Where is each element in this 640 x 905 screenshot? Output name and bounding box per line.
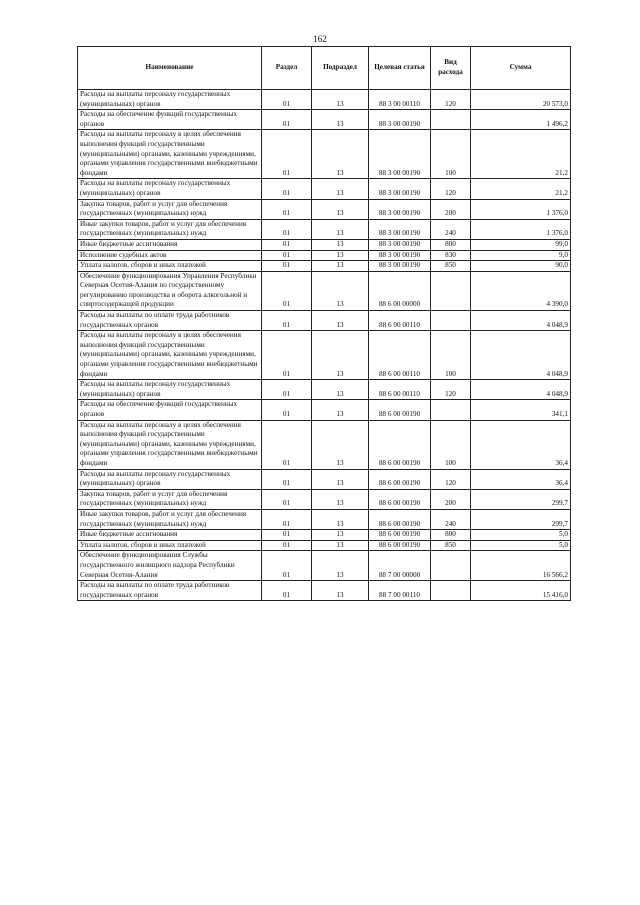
row-summa: 1 496,2 — [471, 110, 571, 130]
row-statya: 88 3 00 00190 — [369, 219, 431, 239]
table-row — [78, 271, 571, 310]
row-name: Расходы на выплаты персоналу государственных (муниципальных) органов — [78, 380, 262, 400]
row-statya: 88 6 00 00110 — [369, 380, 431, 400]
row-name: Уплата налогов, сборов и иных платежей — [78, 261, 262, 272]
row-summa: 90,0 — [471, 261, 571, 272]
row-razdel: 01 — [262, 530, 312, 541]
row-podrazdel: 13 — [312, 489, 369, 509]
row-vid: 830 — [431, 250, 471, 261]
row-razdel: 01 — [262, 199, 312, 219]
row-name: Закупка товаров, работ и услуг для обеспечения государственных (муниципальных) нужд — [78, 199, 262, 219]
row-razdel: 01 — [262, 179, 312, 199]
table-row — [78, 239, 571, 250]
table-row — [78, 540, 571, 551]
row-statya: 88 6 00 00190 — [369, 489, 431, 509]
row-statya: 88 6 00 00000 — [369, 271, 431, 310]
table-row — [78, 581, 571, 601]
row-summa: 1 376,0 — [471, 199, 571, 219]
row-podrazdel: 13 — [312, 179, 369, 199]
row-podrazdel: 13 — [312, 380, 369, 400]
table-row — [78, 509, 571, 529]
row-statya: 88 3 00 00190 — [369, 250, 431, 261]
row-vid: 120 — [431, 90, 471, 110]
row-vid — [431, 311, 471, 331]
row-podrazdel: 13 — [312, 400, 369, 420]
table-row — [78, 199, 571, 219]
row-summa: 21,2 — [471, 179, 571, 199]
table-row — [78, 530, 571, 541]
row-statya: 88 6 00 00110 — [369, 331, 431, 380]
row-name: Расходы на выплаты персоналу государственных (муниципальных) органов — [78, 469, 262, 489]
table-row — [78, 400, 571, 420]
table-row — [78, 420, 571, 469]
row-vid — [431, 110, 471, 130]
row-razdel: 01 — [262, 219, 312, 239]
row-name: Закупка товаров, работ и услуг для обеспечения государственных (муниципальных) нужд — [78, 489, 262, 509]
row-summa: 36,4 — [471, 469, 571, 489]
row-summa: 36,4 — [471, 420, 571, 469]
row-statya: 88 7 00 00110 — [369, 581, 431, 601]
row-podrazdel: 13 — [312, 199, 369, 219]
row-name: Иные закупки товаров, работ и услуг для обеспечения государственных (муниципальных) нужд — [78, 509, 262, 529]
header-podrazdel: Подраздел — [312, 47, 369, 90]
row-vid — [431, 271, 471, 310]
row-razdel: 01 — [262, 271, 312, 310]
row-name: Расходы на выплаты по оплате труда работников государственных органов — [78, 581, 262, 601]
row-statya: 88 3 00 00190 — [369, 261, 431, 272]
row-summa: 299,7 — [471, 509, 571, 529]
row-statya: 88 3 00 00190 — [369, 130, 431, 179]
row-name: Расходы на выплаты персоналу государственных (муниципальных) органов — [78, 179, 262, 199]
row-summa: 16 566,2 — [471, 551, 571, 581]
row-vid: 100 — [431, 130, 471, 179]
row-razdel: 01 — [262, 239, 312, 250]
row-podrazdel: 13 — [312, 540, 369, 551]
row-summa: 21,2 — [471, 130, 571, 179]
budget-table — [77, 46, 571, 601]
row-vid: 200 — [431, 489, 471, 509]
row-statya: 88 3 00 00190 — [369, 239, 431, 250]
row-razdel: 01 — [262, 380, 312, 400]
header-summa: Сумма — [471, 47, 571, 90]
header-name: Наименование — [78, 47, 262, 90]
row-razdel: 01 — [262, 540, 312, 551]
row-statya: 88 6 00 00190 — [369, 469, 431, 489]
table-row — [78, 179, 571, 199]
row-statya: 88 3 00 00110 — [369, 90, 431, 110]
row-name: Обеспечение функционирования Службы государственного жилищного надзора Республики Северная Осетия-Алания — [78, 551, 262, 581]
row-vid: 100 — [431, 420, 471, 469]
table-row — [78, 551, 571, 581]
row-podrazdel: 13 — [312, 509, 369, 529]
row-podrazdel: 13 — [312, 219, 369, 239]
header-vid: Вид расхода — [431, 47, 471, 90]
row-razdel: 01 — [262, 110, 312, 130]
row-podrazdel: 13 — [312, 130, 369, 179]
row-vid: 100 — [431, 331, 471, 380]
page-number: 162 — [313, 34, 327, 44]
table-row — [78, 261, 571, 272]
row-summa: 5,0 — [471, 540, 571, 551]
row-name: Уплата налогов, сборов и иных платежей — [78, 540, 262, 551]
row-statya: 88 6 00 00190 — [369, 530, 431, 541]
row-podrazdel: 13 — [312, 239, 369, 250]
row-statya: 88 6 00 00190 — [369, 509, 431, 529]
row-vid: 240 — [431, 509, 471, 529]
row-name: Расходы на выплаты персоналу государственных (муниципальных) органов — [78, 90, 262, 110]
row-name: Расходы на обеспечение функций государственных органов — [78, 400, 262, 420]
row-vid — [431, 581, 471, 601]
row-name: Иные закупки товаров, работ и услуг для обеспечения государственных (муниципальных) нужд — [78, 219, 262, 239]
row-vid: 850 — [431, 261, 471, 272]
table-row — [78, 469, 571, 489]
row-summa: 4 048,9 — [471, 380, 571, 400]
row-vid: 120 — [431, 469, 471, 489]
row-statya: 88 3 00 00190 — [369, 199, 431, 219]
table-row — [78, 380, 571, 400]
row-summa: 341,1 — [471, 400, 571, 420]
row-razdel: 01 — [262, 250, 312, 261]
row-podrazdel: 13 — [312, 261, 369, 272]
row-statya: 88 7 00 00000 — [369, 551, 431, 581]
row-razdel: 01 — [262, 489, 312, 509]
row-podrazdel: 13 — [312, 420, 369, 469]
row-podrazdel: 13 — [312, 271, 369, 310]
row-name: Исполнение судебных актов — [78, 250, 262, 261]
table-row — [78, 331, 571, 380]
row-summa: 4 048,9 — [471, 311, 571, 331]
row-podrazdel: 13 — [312, 530, 369, 541]
row-summa: 4 048,9 — [471, 331, 571, 380]
row-statya: 88 3 00 00190 — [369, 179, 431, 199]
header-statya: Целевая статья — [369, 47, 431, 90]
row-razdel: 01 — [262, 261, 312, 272]
row-vid — [431, 551, 471, 581]
row-summa: 4 390,0 — [471, 271, 571, 310]
row-podrazdel: 13 — [312, 469, 369, 489]
row-podrazdel: 13 — [312, 110, 369, 130]
row-podrazdel: 13 — [312, 331, 369, 380]
table-header-row — [78, 47, 571, 90]
row-razdel: 01 — [262, 420, 312, 469]
table-row — [78, 311, 571, 331]
row-razdel: 01 — [262, 551, 312, 581]
row-podrazdel: 13 — [312, 551, 369, 581]
row-vid: 120 — [431, 179, 471, 199]
row-vid: 120 — [431, 380, 471, 400]
row-name: Расходы на выплаты персоналу в целях обеспечения выполнения функций государственными (муниципальными) органами, казенными учреждениями, органами управления государственными внебюджетными фондами — [78, 331, 262, 380]
row-name: Иные бюджетные ассигнования — [78, 239, 262, 250]
table-row — [78, 489, 571, 509]
row-razdel: 01 — [262, 130, 312, 179]
row-razdel: 01 — [262, 400, 312, 420]
row-podrazdel: 13 — [312, 311, 369, 331]
row-podrazdel: 13 — [312, 581, 369, 601]
row-name: Расходы на обеспечение функций государственных органов — [78, 110, 262, 130]
table-row — [78, 110, 571, 130]
row-name: Иные бюджетные ассигнования — [78, 530, 262, 541]
table-row — [78, 90, 571, 110]
row-name: Расходы на выплаты персоналу в целях обеспечения выполнения функций государственными (муниципальными) органами, казенными учреждениями, органами управления государственными внебюджетными фондами — [78, 130, 262, 179]
table-body — [78, 90, 571, 601]
row-vid: 240 — [431, 219, 471, 239]
row-podrazdel: 13 — [312, 90, 369, 110]
table-row — [78, 130, 571, 179]
row-statya: 88 6 00 00190 — [369, 540, 431, 551]
row-summa: 99,0 — [471, 239, 571, 250]
row-vid: 850 — [431, 540, 471, 551]
row-summa: 9,0 — [471, 250, 571, 261]
row-vid: 800 — [431, 530, 471, 541]
row-summa: 5,0 — [471, 530, 571, 541]
row-razdel: 01 — [262, 90, 312, 110]
row-summa: 15 416,0 — [471, 581, 571, 601]
row-razdel: 01 — [262, 469, 312, 489]
row-summa: 299,7 — [471, 489, 571, 509]
row-razdel: 01 — [262, 331, 312, 380]
row-podrazdel: 13 — [312, 250, 369, 261]
row-summa: 20 573,0 — [471, 90, 571, 110]
row-statya: 88 6 00 00190 — [369, 420, 431, 469]
row-razdel: 01 — [262, 509, 312, 529]
row-name: Расходы на выплаты по оплате труда работников государственных органов — [78, 311, 262, 331]
row-vid — [431, 400, 471, 420]
row-vid: 200 — [431, 199, 471, 219]
row-razdel: 01 — [262, 581, 312, 601]
table-row — [78, 250, 571, 261]
row-name: Обеспечение функционирования Управления Республики Северная Осетия-Алания по государственному регулированию производства и оборота алкогольной и спиртосодержащей продукции — [78, 271, 262, 310]
row-statya: 88 6 00 00110 — [369, 311, 431, 331]
row-razdel: 01 — [262, 311, 312, 331]
row-summa: 1 376,0 — [471, 219, 571, 239]
row-statya: 88 6 00 00190 — [369, 400, 431, 420]
header-razdel: Раздел — [262, 47, 312, 90]
table-row — [78, 219, 571, 239]
row-statya: 88 3 00 00190 — [369, 110, 431, 130]
row-vid: 800 — [431, 239, 471, 250]
row-name: Расходы на выплаты персоналу в целях обеспечения выполнения функций государственными (муниципальными) органами, казенными учреждениями, органами управления государственными внебюджетными фондами — [78, 420, 262, 469]
